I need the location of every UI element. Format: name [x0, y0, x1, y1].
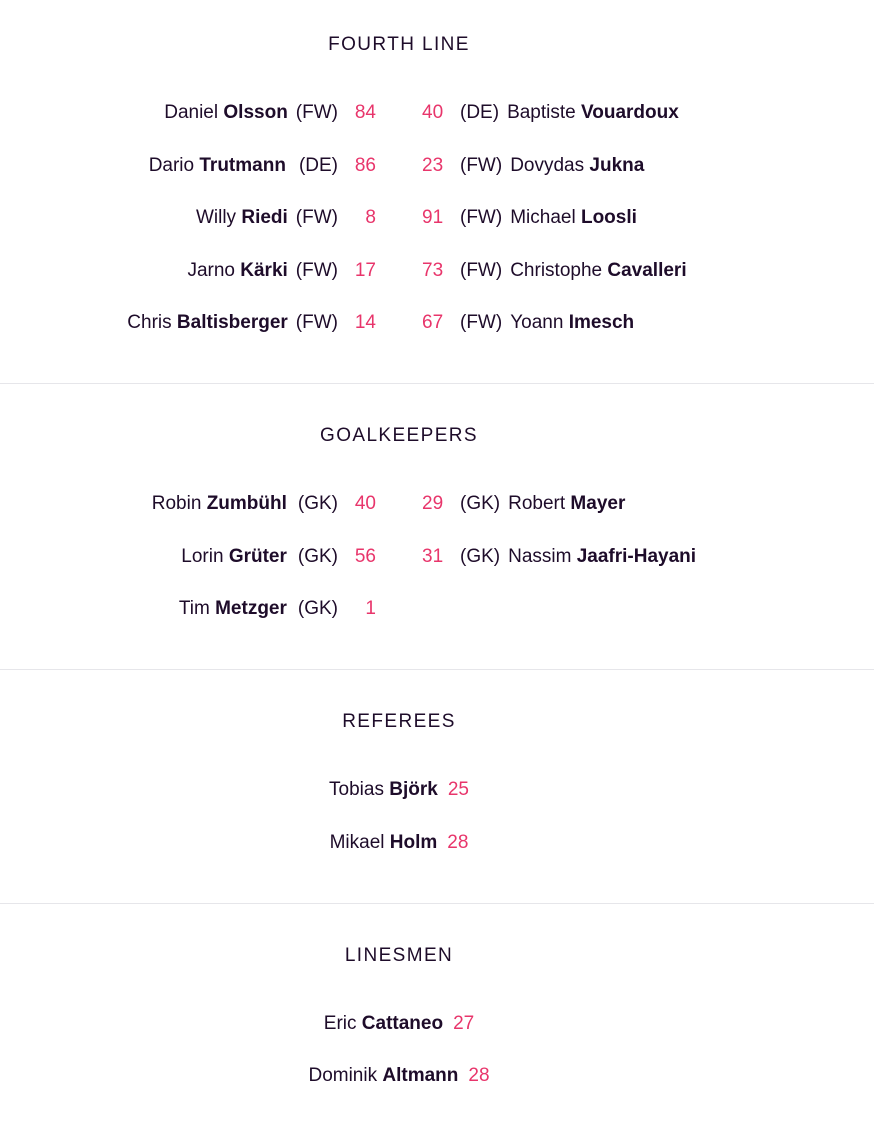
lineup-row	[0, 308, 874, 338]
position: (DE)	[298, 155, 338, 176]
first-name: Chris	[127, 312, 172, 333]
last-name: Cattaneo	[361, 1013, 444, 1034]
jersey-number: 29	[422, 493, 444, 514]
jersey-number: 1	[365, 598, 376, 619]
home-player[interactable]	[127, 308, 376, 338]
lineup-row	[0, 594, 874, 624]
jersey-number: 23	[422, 155, 444, 176]
official-number: 25	[447, 779, 469, 800]
position: (FW)	[295, 260, 338, 281]
position: (FW)	[295, 312, 338, 333]
position: (FW)	[460, 312, 503, 333]
first-name: Yoann	[510, 312, 564, 333]
jersey-number: 8	[365, 207, 376, 228]
jersey-number: 31	[422, 546, 444, 567]
first-name: Robin	[151, 493, 202, 514]
home-player[interactable]	[164, 98, 376, 128]
first-name: Baptiste	[507, 102, 576, 123]
position: (FW)	[460, 155, 503, 176]
home-player[interactable]	[196, 203, 376, 233]
lineup-row	[0, 151, 874, 181]
jersey-number: 56	[354, 546, 376, 567]
section-title: GOALKEEPERS	[320, 425, 478, 446]
first-name: Michael	[510, 207, 576, 228]
last-name: Olsson	[223, 102, 288, 123]
official-row	[0, 1009, 874, 1039]
last-name: Metzger	[215, 598, 287, 619]
jersey-number: 17	[354, 260, 376, 281]
lineup-row	[0, 98, 874, 128]
home-player[interactable]	[187, 256, 376, 286]
position: (FW)	[460, 207, 503, 228]
referee[interactable]	[0, 828, 798, 858]
position: (DE)	[460, 102, 500, 123]
position: (GK)	[460, 546, 501, 567]
fourth-line-section	[0, 0, 874, 384]
official-number: 28	[447, 832, 469, 853]
home-player[interactable]	[152, 489, 376, 519]
referees-section	[0, 670, 874, 903]
away-player[interactable]	[422, 256, 687, 286]
first-name: Dario	[148, 155, 195, 176]
first-name: Jarno	[187, 260, 235, 281]
referee[interactable]	[0, 775, 798, 805]
lineup-row	[0, 203, 874, 233]
last-name: Holm	[389, 832, 438, 853]
jersey-number: 40	[422, 102, 444, 123]
away-player[interactable]	[422, 308, 634, 338]
position: (GK)	[297, 598, 338, 619]
away-player[interactable]	[422, 542, 696, 572]
last-name: Jukna	[589, 155, 645, 176]
first-name: Lorin	[181, 546, 224, 567]
home-player[interactable]	[179, 594, 376, 624]
last-name: Grüter	[228, 546, 287, 567]
first-name: Mikael	[329, 832, 385, 853]
first-name: Tobias	[329, 779, 384, 800]
position: (FW)	[295, 207, 338, 228]
lineup-row	[0, 542, 874, 572]
official-number: 27	[453, 1013, 475, 1034]
away-player[interactable]	[422, 98, 679, 128]
jersey-number: 67	[422, 312, 444, 333]
linesman[interactable]	[0, 1009, 798, 1039]
home-player[interactable]	[181, 542, 376, 572]
official-row	[0, 1061, 874, 1091]
last-name: Baltisberger	[176, 312, 288, 333]
last-name: Loosli	[580, 207, 637, 228]
lineup-row	[0, 489, 874, 519]
last-name: Mayer	[570, 493, 626, 514]
jersey-number: 84	[354, 102, 376, 123]
jersey-number: 86	[354, 155, 376, 176]
first-name: Daniel	[164, 102, 219, 123]
jersey-number: 40	[354, 493, 376, 514]
position: (FW)	[460, 260, 503, 281]
position: (GK)	[297, 493, 338, 514]
jersey-number: 91	[422, 207, 444, 228]
last-name: Cavalleri	[607, 260, 687, 281]
linesmen-section	[0, 904, 874, 1128]
away-player[interactable]	[422, 489, 625, 519]
last-name: Imesch	[568, 312, 635, 333]
home-player[interactable]	[149, 151, 376, 181]
official-row	[0, 828, 874, 858]
jersey-number: 73	[422, 260, 444, 281]
last-name: Kärki	[240, 260, 288, 281]
first-name: Tim	[178, 598, 210, 619]
away-player[interactable]	[422, 203, 637, 233]
official-number: 28	[468, 1065, 490, 1086]
last-name: Altmann	[382, 1065, 459, 1086]
section-title: REFEREES	[342, 711, 456, 732]
first-name: Nassim	[508, 546, 572, 567]
away-player[interactable]	[422, 151, 644, 181]
lineup-row	[0, 256, 874, 286]
first-name: Eric	[323, 1013, 357, 1034]
official-row	[0, 775, 874, 805]
last-name: Trutmann	[199, 155, 286, 176]
first-name: Willy	[195, 207, 237, 228]
last-name: Zumbühl	[206, 493, 287, 514]
first-name: Christophe	[510, 260, 603, 281]
last-name: Vouardoux	[581, 102, 679, 123]
last-name: Riedi	[241, 207, 288, 228]
linesman[interactable]	[0, 1061, 798, 1091]
position: (FW)	[295, 102, 338, 123]
goalkeepers-section	[0, 384, 874, 669]
position: (GK)	[460, 493, 501, 514]
first-name: Dominik	[308, 1065, 378, 1086]
first-name: Robert	[508, 493, 566, 514]
position: (GK)	[297, 546, 338, 567]
first-name: Dovydas	[510, 155, 585, 176]
section-title: FOURTH LINE	[328, 34, 470, 55]
last-name: Björk	[389, 779, 438, 800]
jersey-number: 14	[354, 312, 376, 333]
last-name: Jaafri-Hayani	[576, 546, 697, 567]
section-title: LINESMEN	[344, 945, 454, 966]
